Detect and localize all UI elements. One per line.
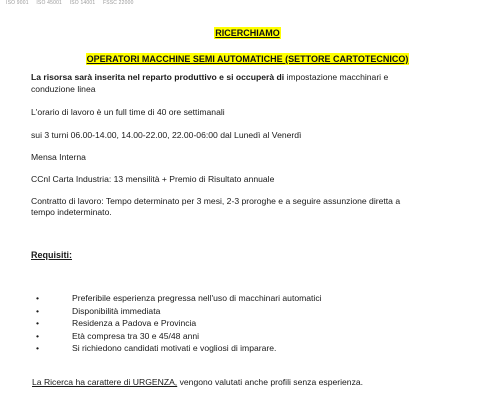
page-title-wrapper — [0, 23, 495, 41]
bullet-icon: • — [36, 293, 40, 303]
bullet-icon: • — [36, 318, 40, 328]
shifts-text: sui 3 turni 06.00-14.00, 14.00-22.00, 22.00-06:00 dal Lunedì al Venerdì — [31, 130, 302, 140]
contract-agreement-text: CCnl Carta Industria: 13 mensilità + Premio di Risultato annuale — [31, 174, 275, 184]
intro-rest: impostazione macchinari e — [284, 72, 389, 82]
urgency-underlined: La Ricerca ha carattere di URGENZA, — [32, 377, 178, 387]
urgency-rest: vengono valutati anche profili senza esperienza. — [177, 377, 364, 387]
canteen-text: Mensa Interna — [31, 152, 86, 162]
list-item — [32, 292, 322, 305]
bullet-icon: • — [36, 305, 40, 316]
list-item — [32, 305, 322, 318]
work-hours-text: L'orario di lavoro è un full time di 40 ore settimanali — [31, 107, 225, 117]
requirement-text: Si richiedono candidati motivati e vogliosi di imparare. — [72, 343, 277, 353]
certification-logos — [6, 0, 140, 6]
cert-label: ISO 14001 — [69, 0, 96, 6]
bullet-icon: • — [36, 343, 40, 353]
intro-bold: La risorsa sarà inserita nel reparto produttivo e si occuperà di — [31, 72, 285, 82]
requirements-heading: Requisiti: — [31, 250, 73, 260]
bullet-icon: • — [36, 330, 40, 341]
cert-label: FSSC 22000 — [102, 0, 134, 6]
intro-line-1 — [31, 72, 388, 83]
cert-label: ISO 9001 — [6, 0, 29, 6]
contract-line-1: Contratto di lavoro: Tempo determinato per 3 mesi, 2-3 proroghe e a seguire assunzione diretta a — [31, 196, 401, 206]
intro-line-2: conduzione linea — [31, 84, 96, 94]
requirement-text: Età compresa tra 30 e 45/48 anni — [72, 330, 200, 341]
job-title: OPERATORI MACCHINE SEMI AUTOMATICHE (SETTORE CARTOTECNICO) — [86, 54, 409, 64]
urgency-note — [32, 377, 363, 387]
cert-label: ISO 45001 — [36, 0, 63, 6]
contract-line-2: tempo indeterminato. — [31, 207, 112, 217]
list-item — [32, 330, 322, 343]
requirements-list — [32, 292, 322, 355]
page-title: RICERCHIAMO — [215, 28, 280, 38]
requirement-text: Disponibilità immediata — [72, 305, 161, 316]
list-item — [32, 342, 322, 355]
list-item — [32, 317, 322, 330]
requirement-text: Residenza a Padova e Provincia — [72, 318, 197, 328]
job-title-wrapper — [0, 49, 495, 67]
requirement-text: Preferibile esperienza pregressa nell'uso di macchinari automatici — [72, 293, 322, 303]
